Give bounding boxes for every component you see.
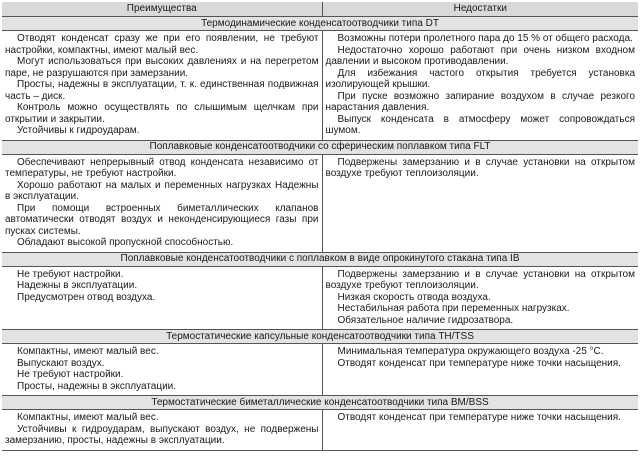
advantages-cell — [2, 344, 322, 396]
section-body-row — [2, 266, 638, 330]
section-body-row — [2, 31, 638, 141]
disadvantage-item: Возможны потери пролетного пара до 15 % от общего расхода. — [337, 33, 633, 44]
disadvantages-header: Недостатки — [322, 2, 638, 17]
section-title-row — [2, 252, 638, 266]
disadvantage-item: Нестабильная работа при переменных нагрузках. — [337, 303, 570, 314]
disadvantages-cell — [322, 31, 638, 141]
advantages-cell — [2, 266, 322, 330]
disadvantage-item: Обязательное наличие гидрозатвора. — [337, 314, 514, 326]
advantage-item: Устойчивы к гидроударам, выпускают воздух, не подвержены замерзанию, просты, надежны в эксплуатации. — [5, 423, 319, 446]
disadvantage-item: Для избежания частого открытия требуется установка изолирующей крышки. — [325, 67, 635, 90]
disadvantage-item: Подвержены замерзанию и в случае установки на открытом воздухе требуют теплоизоляции. — [325, 268, 635, 291]
advantage-item: Выпускают воздух. — [17, 357, 105, 369]
advantage-item: Хорошо работают на малых и переменных нагрузках Надежны в эксплуатации. — [5, 179, 319, 202]
disadvantage-item: Недостаточно хорошо работают при очень низком входном давлении и высоком противодавлении. — [325, 44, 635, 67]
advantage-item: Не требуют настройки. — [17, 369, 124, 380]
disadvantage-item: Отводят конденсат при температуре ниже точки насыщения. — [337, 412, 621, 423]
section-body-row — [2, 410, 638, 451]
header-row — [2, 2, 638, 17]
disadvantage-item: Отводят конденсат при температуре ниже точки насыщения. — [337, 357, 621, 369]
disadvantage-item: Подвержены замерзанию и в случае установки на открытом воздухе требуют теплоизоляции. — [325, 156, 635, 179]
advantage-item: Предусмотрен отвод воздуха. — [17, 291, 156, 303]
advantages-cell — [2, 31, 322, 141]
disadvantages-cell — [322, 410, 638, 451]
advantage-item: Просты, надежны в эксплуатации. — [17, 380, 177, 392]
advantage-item: Надежны в эксплуатации. — [17, 280, 138, 291]
advantage-item: Могут использоваться при высоких давлениях и на перегретом паре, не разрушаются при замерзании. — [5, 56, 319, 79]
advantage-item: Обладают высокой пропускной способностью. — [17, 237, 234, 248]
disadvantages-cell — [322, 344, 638, 396]
advantage-item: Обеспечивают непрерывный отвод конденсата независимо от температуры, не требуют настройки. — [5, 156, 319, 179]
advantage-item: При помощи встроенных биметаллических клапанов автоматически отводят воздух и неконденсирующиеся газы при пусках системы. — [5, 202, 319, 237]
comparison-sheet — [2, 2, 638, 454]
section-title: Термостатические капсульные конденсатоотводчики типа TH/TSS — [2, 330, 638, 344]
section-body-row — [2, 154, 638, 252]
advantage-item: Не требуют настройки. — [17, 268, 124, 280]
disadvantage-item: Минимальная температура окружающего воздуха -25 °С. — [337, 346, 604, 357]
advantages-cell — [2, 410, 322, 451]
section-body-row — [2, 344, 638, 396]
section-title: Термостатические биметаллические конденсатоотводчики типа BM/BSS — [2, 396, 638, 410]
section-title-row — [2, 140, 638, 154]
advantages-cell — [2, 154, 322, 252]
advantage-item: Контроль можно осуществлять по слышимым щелчкам при открытии и закрытии. — [5, 102, 319, 125]
disadvantages-cell — [322, 266, 638, 330]
advantage-item: Компактны, имеют малый вес. — [17, 412, 159, 423]
advantage-item: Устойчивы к гидроударам. — [17, 125, 140, 136]
section-title-row — [2, 17, 638, 31]
disadvantages-cell — [322, 154, 638, 252]
section-title: Термодинамические конденсатоотводчики типа DT — [2, 17, 638, 31]
disadvantage-item: Выпуск конденсата в атмосферу может сопровождаться шумом. — [325, 113, 635, 136]
advantages-header: Преимущества — [2, 2, 322, 17]
disadvantage-item: При пуске возможно запирание воздухом в случае резкого нарастания давления. — [325, 90, 635, 113]
disadvantage-item: Низкая скорость отвода воздуха. — [337, 291, 491, 303]
advantage-item: Отводят конденсат сразу же при его появлении, не требуют настройки, компактны, имеют малый вес. — [5, 33, 319, 56]
advantage-item: Компактны, имеют малый вес. — [17, 346, 159, 357]
section-title-row — [2, 396, 638, 410]
section-title: Поплавковые конденсатоотводчики с поплавком в виде опрокинутого стакана типа IB — [2, 252, 638, 266]
section-title: Поплавковые конденсатоотводчики со сферическим поплавком типа FLT — [2, 140, 638, 154]
advantage-item: Просты, надежны в эксплуатации, т. к. единственная подвижная часть – диск. — [5, 79, 319, 102]
section-title-row — [2, 330, 638, 344]
steam-trap-comparison-table — [2, 2, 638, 451]
